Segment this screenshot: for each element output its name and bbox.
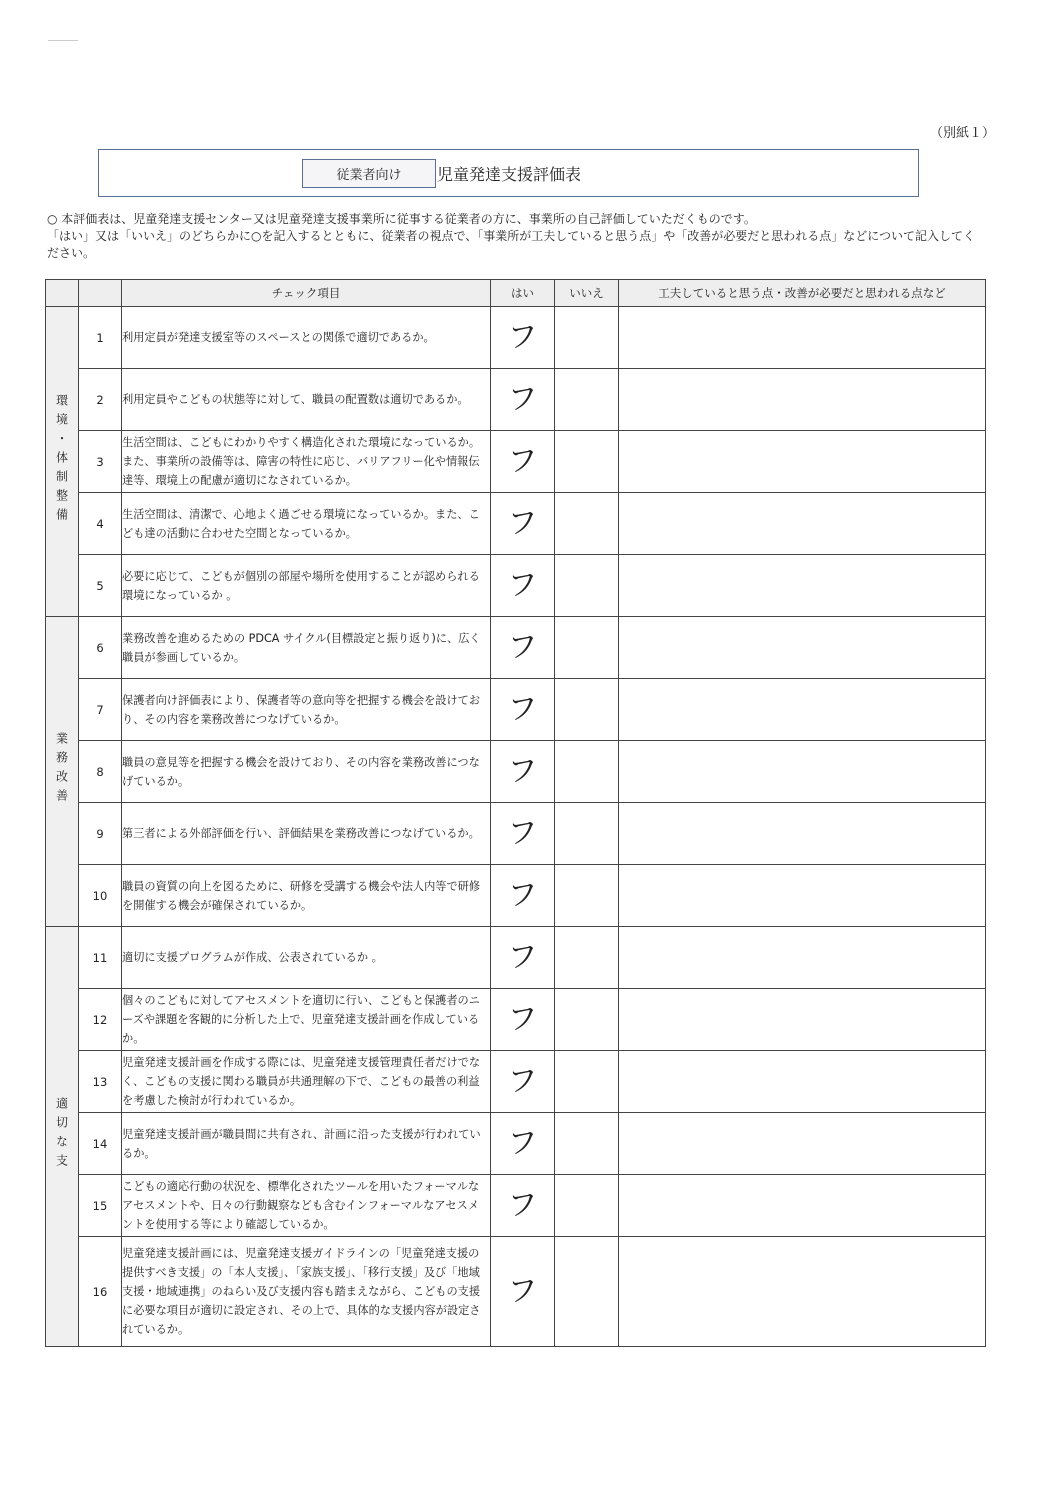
check-item-text: 利用定員が発達支援室等のスペースとの関係で適切であるか。 xyxy=(122,307,491,369)
row-number: 4 xyxy=(79,493,122,555)
row-number: 7 xyxy=(79,679,122,741)
check-item-text: 生活空間は、こどもにわかりやすく構造化された環境になっているか。また、事業所の設備等は、障害の特性に応じ、バリアフリー化や情報伝達等、環境上の配慮が適切になされているか。 xyxy=(122,431,491,493)
note-cell[interactable] xyxy=(619,989,986,1051)
note-cell[interactable] xyxy=(619,555,986,617)
handwritten-mark: フ xyxy=(506,628,539,666)
handwritten-mark: フ xyxy=(506,1000,539,1038)
check-item-text: 保護者向け評価表により、保護者等の意向等を把握する機会を設けており、その内容を業務改善につなげているか。 xyxy=(122,679,491,741)
table-row xyxy=(46,1237,986,1347)
no-cell[interactable] xyxy=(555,803,619,865)
note-cell[interactable] xyxy=(619,803,986,865)
row-number: 14 xyxy=(79,1113,122,1175)
table-row xyxy=(46,803,986,865)
header-note: 工夫していると思う点・改善が必要だと思われる点など xyxy=(619,280,986,307)
no-cell[interactable] xyxy=(555,927,619,989)
row-number: 9 xyxy=(79,803,122,865)
table-header-row xyxy=(46,280,986,307)
no-cell[interactable] xyxy=(555,1051,619,1113)
yes-cell[interactable] xyxy=(491,803,555,865)
check-item-text: 適切に支援プログラムが作成、公表されているか 。 xyxy=(122,927,491,989)
table-row xyxy=(46,369,986,431)
handwritten-mark: フ xyxy=(506,504,539,542)
category-label: 業務改善 xyxy=(54,732,69,808)
page-title: 児童発達支援評価表 xyxy=(437,165,582,184)
row-number: 16 xyxy=(79,1237,122,1347)
note-cell[interactable] xyxy=(619,369,986,431)
yes-cell[interactable] xyxy=(491,1113,555,1175)
no-cell[interactable] xyxy=(555,679,619,741)
evaluation-table xyxy=(45,279,986,1347)
row-number: 5 xyxy=(79,555,122,617)
yes-cell[interactable] xyxy=(491,1175,555,1237)
table-row xyxy=(46,493,986,555)
note-cell[interactable] xyxy=(619,679,986,741)
note-cell[interactable] xyxy=(619,1113,986,1175)
table-row xyxy=(46,1175,986,1237)
no-cell[interactable] xyxy=(555,369,619,431)
table-row xyxy=(46,431,986,493)
no-cell[interactable] xyxy=(555,865,619,927)
note-cell[interactable] xyxy=(619,1237,986,1347)
note-cell[interactable] xyxy=(619,617,986,679)
table-row xyxy=(46,741,986,803)
handwritten-mark: フ xyxy=(506,1124,539,1162)
row-number: 6 xyxy=(79,617,122,679)
row-number: 12 xyxy=(79,989,122,1051)
check-item-text: 業務改善を進めるための PDCA サイクル(目標設定と振り返り)に、広く職員が参画しているか。 xyxy=(122,617,491,679)
yes-cell[interactable] xyxy=(491,617,555,679)
yes-cell[interactable] xyxy=(491,741,555,803)
handwritten-mark: フ xyxy=(506,1186,539,1224)
row-number: 8 xyxy=(79,741,122,803)
category-label-cell xyxy=(46,307,79,617)
header-yes: はい xyxy=(491,280,555,307)
check-item-text: 第三者による外部評価を行い、評価結果を業務改善につなげているか。 xyxy=(122,803,491,865)
handwritten-mark: フ xyxy=(506,380,539,418)
check-item-text: 職員の意見等を把握する機会を設けており、その内容を業務改善につなげているか。 xyxy=(122,741,491,803)
no-cell[interactable] xyxy=(555,741,619,803)
handwritten-mark: フ xyxy=(506,814,539,852)
table-row xyxy=(46,989,986,1051)
no-cell[interactable] xyxy=(555,431,619,493)
yes-cell[interactable] xyxy=(491,1237,555,1347)
handwritten-mark: フ xyxy=(506,442,539,480)
no-cell[interactable] xyxy=(555,617,619,679)
note-cell[interactable] xyxy=(619,741,986,803)
row-number: 3 xyxy=(79,431,122,493)
scan-artifact-line xyxy=(48,40,78,41)
intro-text xyxy=(47,211,977,262)
row-number: 13 xyxy=(79,1051,122,1113)
table-row xyxy=(46,679,986,741)
row-number: 1 xyxy=(79,307,122,369)
check-item-text: 生活空間は、清潔で、心地よく過ごせる環境になっているか。また、こども達の活動に合わせた空間となっているか。 xyxy=(122,493,491,555)
handwritten-mark: フ xyxy=(506,1272,539,1310)
table-row xyxy=(46,307,986,369)
handwritten-mark: フ xyxy=(506,690,539,728)
header-category xyxy=(46,280,79,307)
intro-line-1: ○ 本評価表は、児童発達支援センター又は児童発達支援事業所に従事する従業者の方に、事業所の自己評価していただくものです。 xyxy=(47,212,756,226)
no-cell[interactable] xyxy=(555,555,619,617)
note-cell[interactable] xyxy=(619,865,986,927)
handwritten-mark: フ xyxy=(506,752,539,790)
annex-label: （別紙１） xyxy=(929,126,995,141)
no-cell[interactable] xyxy=(555,307,619,369)
check-item-text: 児童発達支援計画が職員間に共有され、計画に沿った支援が行われているか。 xyxy=(122,1113,491,1175)
check-item-text: 職員の資質の向上を図るために、研修を受講する機会や法人内等で研修を開催する機会が確保されているか。 xyxy=(122,865,491,927)
no-cell[interactable] xyxy=(555,989,619,1051)
no-cell[interactable] xyxy=(555,493,619,555)
note-cell[interactable] xyxy=(619,1175,986,1237)
check-item-text: 利用定員やこどもの状態等に対して、職員の配置数は適切であるか。 xyxy=(122,369,491,431)
table-row xyxy=(46,927,986,989)
check-item-text: 児童発達支援計画には、児童発達支援ガイドラインの「児童発達支援の提供すべき支援」の「本人支援」、「家族支援」、「移行支援」及び「地域支援・地域連携」のねらい及び支援内容も踏まえながら、こどもの支援に必要な項目が適切に設定され、その上で、具体的な支援内容が設定されているか。 xyxy=(122,1237,491,1347)
handwritten-mark: フ xyxy=(506,566,539,604)
header-no: いいえ xyxy=(555,280,619,307)
yes-cell[interactable] xyxy=(491,989,555,1051)
handwritten-mark: フ xyxy=(506,938,539,976)
yes-cell[interactable] xyxy=(491,679,555,741)
row-number: 10 xyxy=(79,865,122,927)
category-label-cell xyxy=(46,617,79,927)
intro-line-2: 「はい」又は「いいえ」のどちらかに○を記入するとともに、従業者の視点で、「事業所が工夫していると思う点」や「改善が必要だと思われる点」などについて記入してください。 xyxy=(47,229,975,260)
category-label-cell xyxy=(46,927,79,1347)
header-check-item: チェック項目 xyxy=(122,280,491,307)
yes-cell[interactable] xyxy=(491,307,555,369)
row-number: 2 xyxy=(79,369,122,431)
yes-cell[interactable] xyxy=(491,927,555,989)
note-cell[interactable] xyxy=(619,307,986,369)
note-cell[interactable] xyxy=(619,1051,986,1113)
table-row xyxy=(46,1051,986,1113)
table-row xyxy=(46,1113,986,1175)
yes-cell[interactable] xyxy=(491,865,555,927)
row-number: 11 xyxy=(79,927,122,989)
yes-cell[interactable] xyxy=(491,555,555,617)
yes-cell[interactable] xyxy=(491,369,555,431)
no-cell[interactable] xyxy=(555,1237,619,1347)
handwritten-mark: フ xyxy=(506,876,539,914)
table-row xyxy=(46,865,986,927)
no-cell[interactable] xyxy=(555,1175,619,1237)
category-label: 適切な支 xyxy=(54,1097,69,1173)
yes-cell[interactable] xyxy=(491,431,555,493)
table-row xyxy=(46,617,986,679)
category-label: 環境・体制整備 xyxy=(54,393,69,527)
row-number: 15 xyxy=(79,1175,122,1237)
check-item-text: こどもの適応行動の状況を、標準化されたツールを用いたフォーマルなアセスメントや、日々の行動観察なども含むインフォーマルなアセスメントを使用する等により確認しているか。 xyxy=(122,1175,491,1237)
note-cell[interactable] xyxy=(619,493,986,555)
check-item-text: 児童発達支援計画を作成する際には、児童発達支援管理責任者だけでなく、こどもの支援に関わる職員が共通理解の下で、こどもの最善の利益を考慮した検討が行われているか。 xyxy=(122,1051,491,1113)
handwritten-mark: フ xyxy=(506,318,539,356)
handwritten-mark: フ xyxy=(506,1062,539,1100)
check-item-text: 必要に応じて、こどもが個別の部屋や場所を使用することが認められる環境になっているか 。 xyxy=(122,555,491,617)
yes-cell[interactable] xyxy=(491,493,555,555)
title-box xyxy=(98,149,919,197)
no-cell[interactable] xyxy=(555,1113,619,1175)
table-row xyxy=(46,555,986,617)
check-item-text: 個々のこどもに対してアセスメントを適切に行い、こどもと保護者のニーズや課題を客観的に分析した上で、児童発達支援計画を作成しているか。 xyxy=(122,989,491,1051)
yes-cell[interactable] xyxy=(491,1051,555,1113)
title-tag: 従業者向け xyxy=(302,159,436,188)
note-cell[interactable] xyxy=(619,431,986,493)
header-number xyxy=(79,280,122,307)
note-cell[interactable] xyxy=(619,927,986,989)
